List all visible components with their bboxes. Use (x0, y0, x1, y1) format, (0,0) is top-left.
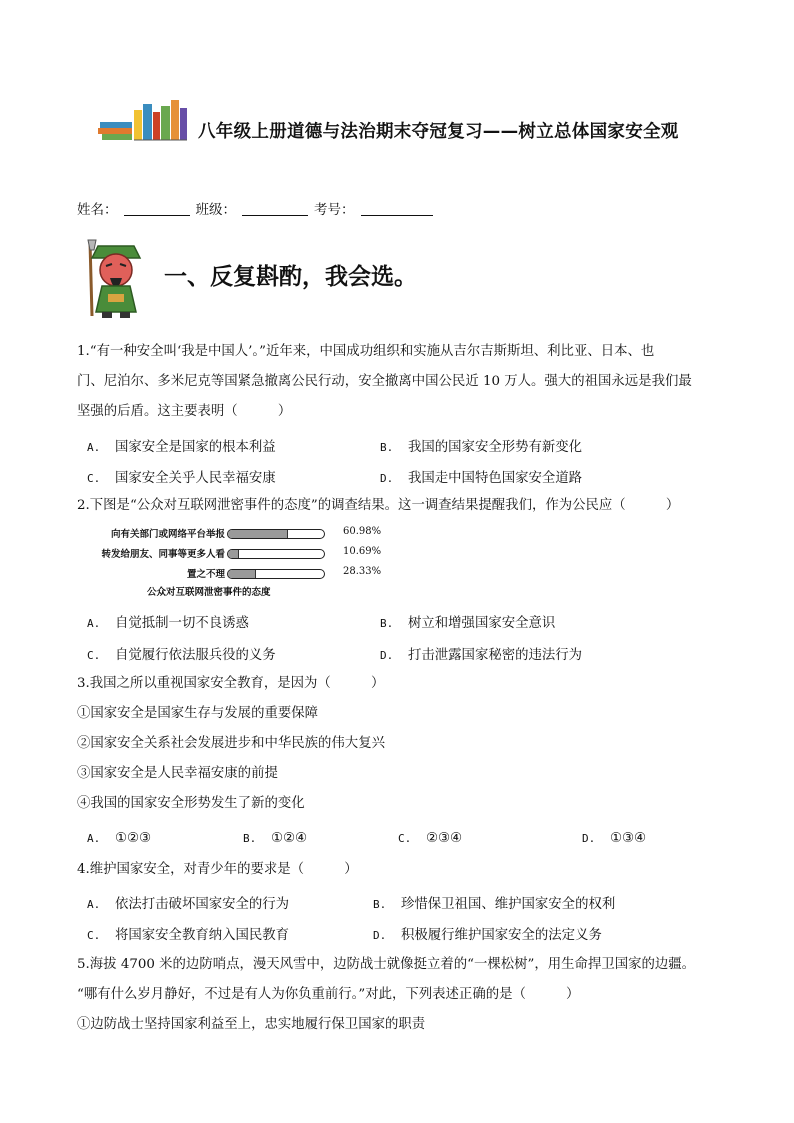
q3-option-c[interactable]: C. ②③④ (398, 831, 463, 846)
chart-value-label: 10.69% (343, 546, 382, 557)
survey-chart (77, 526, 382, 602)
mascot-icon (80, 236, 152, 320)
chart-title: 公众对互联网泄密事件的态度 (147, 587, 271, 598)
chart-category-label: 向有关部门或网络平台举报 (110, 529, 225, 540)
q3-option-a[interactable]: A. ①②③ (87, 831, 152, 846)
question-5-line: 5.海拔 4700 米的边防哨点，漫天风雪中，边防战士就像挺立着的“一棵松树”，用生命捍卫国家的边疆。 (77, 957, 696, 972)
chart-category-label: 转发给朋友、同事等更多人看 (101, 549, 225, 560)
chart-row (77, 546, 382, 560)
q3-option-d[interactable]: D. ①③④ (582, 831, 647, 846)
question-5 (77, 950, 695, 1040)
question-3-stem: 3.我国之所以重视国家安全教育，是因为（ ） (77, 676, 385, 691)
question-1-line: 1.“有一种安全叫‘我是中国人’。”近年来，中国成功组织和实施从吉尔吉斯斯坦、利比亚、日本、也 (77, 344, 655, 359)
chart-row (77, 566, 382, 580)
chart-bar (228, 570, 256, 578)
chart-row (77, 526, 382, 540)
q4-option-c[interactable]: C. 将国家安全教育纳入国民教育 (87, 928, 290, 943)
section-title: 一、反复斟酌，我会选。 (164, 264, 417, 290)
number-label: 考号： (314, 202, 355, 218)
question-1-line: 坚强的后盾。这主要表明（ ） (77, 404, 292, 419)
q1-option-b[interactable]: B. 我国的国家安全形势有新变化 (380, 440, 583, 455)
document-title: 八年级上册道德与法治期末夺冠复习——树立总体国家安全观 (198, 122, 679, 142)
q2-option-a[interactable]: A. 自觉抵制一切不良诱惑 (87, 616, 249, 631)
chart-bar-track (227, 549, 325, 559)
q4-option-a[interactable]: A. 依法打击破坏国家安全的行为 (87, 897, 290, 912)
q2-option-d[interactable]: D. 打击泄露国家秘密的违法行为 (380, 648, 583, 663)
class-label: 班级： (195, 202, 236, 218)
q2-option-c[interactable]: C. 自觉履行依法服兵役的义务 (87, 648, 276, 663)
chart-value-label: 60.98% (343, 526, 382, 537)
q1-option-a[interactable]: A. 国家安全是国家的根本利益 (87, 440, 276, 455)
question-5-line: “哪有什么岁月静好，不过是有人为你负重前行。”对此，下列表述正确的是（ ） (77, 987, 580, 1002)
chart-value-label: 28.33% (343, 566, 382, 577)
q3-option-b[interactable]: B. ①②④ (243, 831, 308, 846)
chart-bar-track (227, 529, 325, 539)
chart-bar (228, 550, 239, 558)
question-5-line: ①边防战士坚持国家利益至上，忠实地履行保卫国家的职责 (77, 1017, 426, 1032)
student-info (77, 198, 439, 218)
q2-option-b[interactable]: B. 树立和增强国家安全意识 (380, 616, 556, 631)
class-field[interactable] (242, 201, 308, 216)
question-3-item: ①国家安全是国家生存与发展的重要保障 (77, 706, 319, 721)
question-4-stem: 4.维护国家安全，对青少年的要求是（ ） (77, 862, 358, 877)
question-3-item: ③国家安全是人民幸福安康的前提 (77, 766, 278, 781)
question-3-item: ②国家安全关系社会发展进步和中华民族的伟大复兴 (77, 736, 385, 751)
question-1-line: 门、尼泊尔、多米尼克等国紧急撤离公民行动，安全撤离中国公民近 10 万人。强大的祖国永远是我们最 (77, 374, 692, 389)
chart-bar-track (227, 569, 325, 579)
name-label: 姓名： (77, 202, 118, 218)
number-field[interactable] (361, 201, 433, 216)
q1-option-c[interactable]: C. 国家安全关乎人民幸福安康 (87, 471, 276, 486)
name-field[interactable] (124, 201, 190, 216)
q1-option-d[interactable]: D. 我国走中国特色国家安全道路 (380, 471, 583, 486)
question-2-stem: 2.下图是“公众对互联网泄密事件的态度”的调查结果。这一调查结果提醒我们，作为公民应（ ） (77, 498, 680, 513)
question-3 (77, 669, 385, 819)
question-3-item: ④我国的国家安全形势发生了新的变化 (77, 796, 305, 811)
books-icon (98, 98, 188, 142)
question-1 (77, 337, 692, 427)
q4-option-b[interactable]: B. 珍惜保卫祖国、维护国家安全的权利 (373, 897, 616, 912)
q4-option-d[interactable]: D. 积极履行维护国家安全的法定义务 (373, 928, 602, 943)
chart-bar (228, 530, 288, 538)
chart-category-label: 置之不理 (186, 569, 225, 580)
